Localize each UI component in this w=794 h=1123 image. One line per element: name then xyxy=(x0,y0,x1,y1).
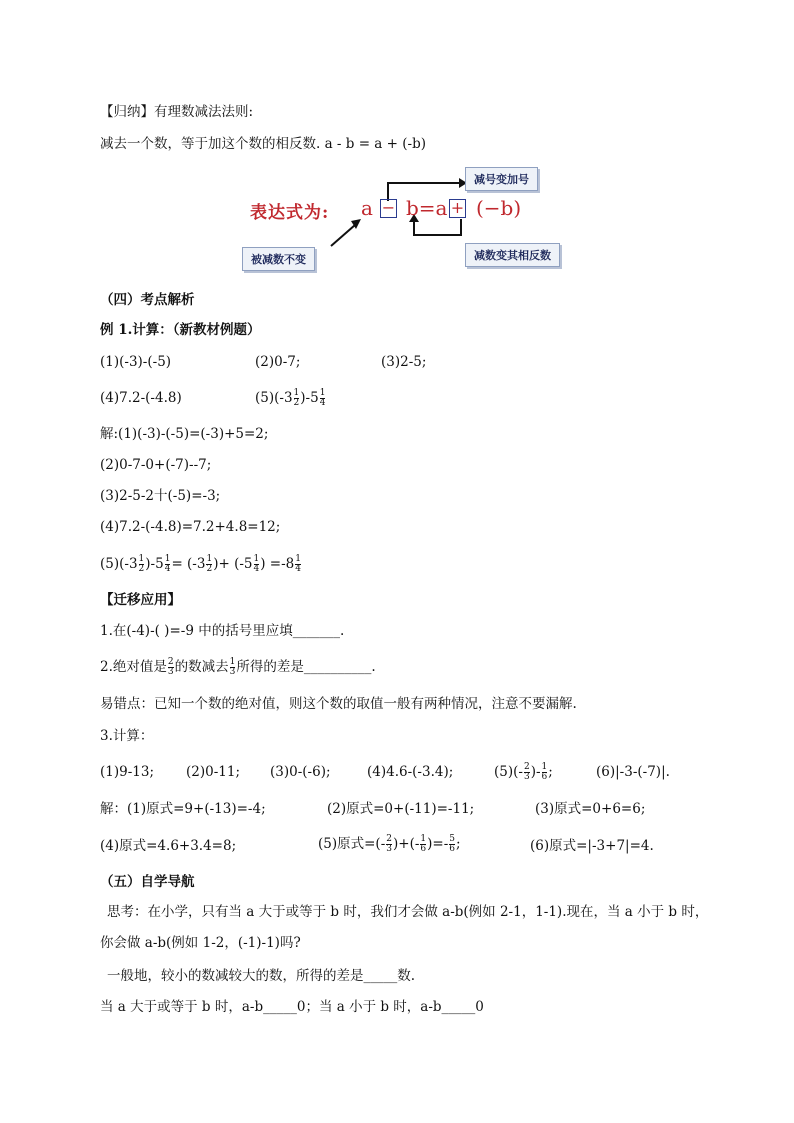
answer-5: (5)原式=(- $\frac{2}{3}$ )+(- $\frac{1}{6}$ )=- $\frac{5}{6}$ ; xyxy=(318,834,461,854)
expression-a: a xyxy=(361,196,373,220)
answer-4: (4)原式=4.6+3.4=8; xyxy=(100,838,237,854)
fraction: $\frac{1}{4}$ xyxy=(319,388,326,408)
transfer-title: 【迁移应用】 xyxy=(100,592,181,608)
think-line-2: 你会做 a-b(例如 1-2，(-1)-1)吗? xyxy=(100,935,301,951)
fraction: $\frac{2}{3}$ xyxy=(386,834,392,854)
expression-label: 表达式为: xyxy=(250,203,330,223)
calc-6: (6)|-3-(-7)|. xyxy=(596,764,670,780)
callout-minus-to-plus: 减号变加号 xyxy=(465,167,538,191)
expression-tail: (−b) xyxy=(476,196,522,220)
callout-subtrahend: 减数变其相反数 xyxy=(465,243,560,267)
fraction: $\frac{1}{2}$ xyxy=(138,554,145,574)
calc-1: (1)9-13; xyxy=(100,764,154,780)
question-1: 1.在(-4)-( )=-9 中的括号里应填_______. xyxy=(100,623,345,639)
question-2: 2.绝对值是 $\frac{2}{3}$ 的数减去 $\frac{1}{3}$ 所得的差是__________. xyxy=(100,657,376,677)
section4-title: （四）考点解析 xyxy=(100,292,195,308)
think-line-1: 思考：在小学，只有当 a 大于或等于 b 时，我们才会做 a-b(例如 2-1，1-1).现在，当 a 小于 b 时， xyxy=(107,904,709,920)
fraction: $\frac{1}{4}$ xyxy=(164,554,171,574)
problem-3: (3)2-5; xyxy=(381,354,427,370)
expression-mid: b=a xyxy=(406,196,448,220)
diagram-arrows xyxy=(0,0,794,300)
plus-box: + xyxy=(450,198,465,217)
problem-5: (5)(-3 $\frac{1}{2}$ )-5 $\frac{1}{4}$ xyxy=(255,388,326,408)
section5-title: （五）自学导航 xyxy=(100,874,195,890)
summary-heading: 【归纳】有理数减法法则: xyxy=(100,104,254,120)
fraction: $\frac{1}{6}$ xyxy=(541,762,548,782)
fraction: $\frac{1}{2}$ xyxy=(206,554,213,574)
fraction: $\frac{1}{4}$ xyxy=(295,554,301,574)
answer-6: (6)原式=|-3+7|=4. xyxy=(530,838,654,854)
solution-5: (5)(-3 $\frac{1}{2}$ )-5 $\frac{1}{4}$ = (-3 $\frac{1}{2}$ )+ (-5 $\frac{1}{4}$ ) =-8 $\frac{1}{4}$ xyxy=(100,554,301,574)
fraction: $\frac{1}{2}$ xyxy=(293,388,300,408)
solution-1: 解:(1)(-3)-(-5)=(-3)+5=2; xyxy=(100,426,269,442)
fraction: $\frac{5}{6}$ xyxy=(449,834,456,854)
answer-2: (2)原式=0+(-11)=-11; xyxy=(327,801,475,817)
calc-5: (5)(- $\frac{2}{3}$ )- $\frac{1}{6}$ ; xyxy=(494,762,553,782)
solution-4: (4)7.2-(-4.8)=7.2+4.8=12; xyxy=(100,519,281,535)
calc-4: (4)4.6-(-3.4); xyxy=(367,764,454,780)
question-3: 3.计算： xyxy=(100,728,154,744)
comparison-statement: 当 a 大于或等于 b 时，a-b_____0；当 a 小于 b 时，a-b_____0 xyxy=(100,999,484,1015)
fraction: $\frac{2}{3}$ xyxy=(523,762,530,782)
solution-3: (3)2-5-2十(-5)=-3; xyxy=(100,488,221,504)
error-note: 易错点：已知一个数的绝对值，则这个数的取值一般有两种情况，注意不要漏解. xyxy=(100,696,577,712)
fraction: $\frac{1}{4}$ xyxy=(253,554,260,574)
answer-1: 解：(1)原式=9+(-13)=-4; xyxy=(100,801,266,817)
general-statement: 一般地，较小的数减较大的数，所得的差是_____数. xyxy=(107,968,416,984)
example1-title: 例 1.计算：（新教材例题） xyxy=(100,322,261,338)
calc-3: (3)0-(-6); xyxy=(270,764,331,780)
problem-1: (1)(-3)-(-5) xyxy=(100,354,172,370)
summary-rule: 减去一个数，等于加这个数的相反数. a - b = a + (-b) xyxy=(100,136,426,152)
solution-2: (2)0-7-0+(-7)--7; xyxy=(100,457,212,473)
calc-2: (2)0-11; xyxy=(186,764,240,780)
fraction: $\frac{1}{3}$ xyxy=(229,657,236,677)
callout-minuend: 被减数不变 xyxy=(242,247,315,271)
minus-box: − xyxy=(381,198,396,217)
answer-3: (3)原式=0+6=6; xyxy=(535,801,646,817)
fraction: $\frac{1}{6}$ xyxy=(420,834,427,854)
fraction: $\frac{2}{3}$ xyxy=(167,657,174,677)
problem-2: (2)0-7; xyxy=(255,354,301,370)
problem-4: (4)7.2-(-4.8) xyxy=(100,390,182,406)
